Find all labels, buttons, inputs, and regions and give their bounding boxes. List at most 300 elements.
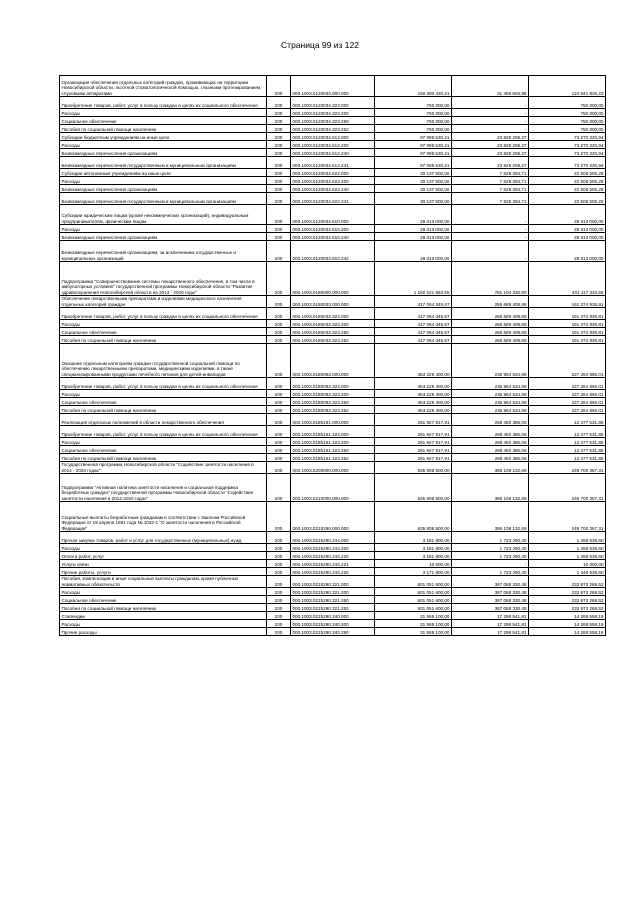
row-remaining-amount-cell: 161 374 935,81 (529, 320, 606, 328)
row-executed-amount-cell: 255 689 409,86 (452, 336, 529, 344)
row-executed-amount-cell: - (452, 241, 529, 262)
row-remaining-amount-cell: 1 458 539,60 (529, 552, 606, 560)
row-name-cell: Оплата работ, услуг (60, 552, 267, 560)
row-code-cell: 000.1003.0215290.321.000 (291, 576, 375, 588)
row-remaining-amount-cell: 1 458 539,60 (529, 532, 606, 544)
row-code-cell: 000.1003.0180033.323.260 (291, 328, 375, 336)
row-group-cell: 200 (267, 398, 291, 406)
row-approved-amount-cell: 463 229 400,00 (375, 398, 452, 406)
row-group-cell: 200 (267, 568, 291, 576)
row-code-cell: 000.1003.0215290.321.260 (291, 596, 375, 604)
row-remaining-amount-cell: 12 477 531,86 (529, 414, 606, 426)
row-executed-amount-cell: 17 296 541,81 (452, 620, 529, 628)
row-group-cell: 200 (267, 320, 291, 328)
row-code-cell: 000.1003.0215290.244.000 (291, 532, 375, 544)
row-executed-amount-cell: 367 088 330,48 (452, 588, 529, 596)
table-row (60, 604, 606, 612)
row-executed-amount-cell: 269 450 386,05 (452, 426, 529, 438)
table-row (60, 125, 606, 133)
table-row (60, 133, 606, 141)
row-name-cell: Безвозмездные перечисления организациям (60, 185, 267, 193)
row-name-cell: Пособия по социальной помощи населению (60, 406, 267, 414)
row-approved-amount-cell: 463 229 400,00 (375, 344, 452, 378)
row-name-cell: Подпрограмма "Активная политика занятости населения и социальная поддержка безработных граждан" государственной программы Новосибирской области "Содействие занятости населения в 2014-2020 годах" (60, 474, 267, 502)
row-code-cell: 000.1003.0120034.622.241 (291, 193, 375, 205)
row-name-cell: Оказание отдельным категориям граждан государственной социальной помощи по обеспечению лекарственными препаратами, медицинскими изделиями, в также специализированными продуктами лечебного питания для детей-инвалидов (60, 344, 267, 378)
table-row (60, 454, 606, 462)
row-executed-amount-cell: 23 829 209,27 (452, 149, 529, 157)
row-code-cell: 000.1003.0120034.810.240 (291, 233, 375, 241)
table-row (60, 109, 606, 117)
row-remaining-amount-cell: 12 477 531,86 (529, 438, 606, 446)
row-approved-amount-cell: 463 229 400,00 (375, 378, 452, 390)
row-executed-amount-cell: 17 296 541,81 (452, 628, 529, 636)
row-approved-amount-cell: 417 064 345,67 (375, 328, 452, 336)
table-row (60, 233, 606, 241)
row-remaining-amount-cell: 28 313 000,00 (529, 241, 606, 262)
row-name-cell: Социальные выплаты безработным гражданам в соответствии с Законом Российской Федерации от 19 апреля 1991 года № 1032-1 "О занятости населения в Российской Федерации" (60, 502, 267, 532)
row-group-cell: 200 (267, 193, 291, 205)
row-name-cell: Организация обеспечения отдельных категорий граждан, проживающих на территории Новосибирской области, льготной стоматологической помощью, глазными протезированием, слуховыми аппаратами (60, 76, 267, 97)
row-code-cell: 000.1003.0180033.323.000 (291, 308, 375, 320)
row-name-cell: Расходы (60, 438, 267, 446)
row-group-cell: 200 (267, 544, 291, 552)
row-name-cell: Обеспечение лекарственными препаратами и изделиями медицинского назначения отдельных категорий граждан (60, 296, 267, 308)
row-remaining-amount-cell: 249 700 367,31 (529, 474, 606, 502)
row-group-cell: 200 (267, 225, 291, 233)
row-group-cell: 200 (267, 454, 291, 462)
row-approved-amount-cell: 3 181 800,00 (375, 532, 452, 544)
row-name-cell: Безвозмездные перечисления организациям, за исключением государственных и муниципальных организаций (60, 241, 267, 262)
row-group-cell: 200 (267, 177, 291, 185)
row-executed-amount-cell: 7 629 394,71 (452, 185, 529, 193)
row-group-cell: 200 (267, 97, 291, 109)
row-approved-amount-cell: 601 051 600,00 (375, 596, 452, 604)
row-remaining-amount-cell: 14 268 558,19 (529, 612, 606, 620)
row-group-cell: 200 (267, 378, 291, 390)
row-remaining-amount-cell: 161 374 935,81 (529, 328, 606, 336)
row-code-cell: 000.1003.0180000.000.000 (291, 262, 375, 296)
table-row (60, 336, 606, 344)
row-name-cell: Пособия по социальной помощи населению (60, 454, 267, 462)
row-remaining-amount-cell: 227 264 865,01 (529, 398, 606, 406)
row-group-cell: 200 (267, 426, 291, 438)
row-approved-amount-cell: 97 099 530,21 (375, 141, 452, 149)
table-row (60, 141, 606, 149)
table-row (60, 241, 606, 262)
row-remaining-amount-cell: 28 313 000,00 (529, 233, 606, 241)
table-row (60, 97, 606, 109)
row-name-cell: Прочая закупка товаров, работ и услуг для государственных (муниципальных) нужд (60, 532, 267, 544)
table-row (60, 262, 606, 296)
row-code-cell: 000.1003.0180033.000.000 (291, 296, 375, 308)
row-remaining-amount-cell: 233 973 269,52 (529, 596, 606, 604)
table-row (60, 76, 606, 97)
row-name-cell: Подпрограмма "Совершенствование системы лекарственного обеспечения, в том числе в амбулаторных условиях" государственной программы Новосибирской области "Развитие здравоохранения Новосибирской области на 2013 - 2020 годы" (60, 262, 267, 296)
row-executed-amount-cell: 367 088 330,48 (452, 576, 529, 588)
row-group-cell: 200 (267, 502, 291, 532)
row-executed-amount-cell: 1 723 260,40 (452, 568, 529, 576)
row-code-cell: 000.1003.0185161.323.262 (291, 454, 375, 462)
table-row (60, 620, 606, 628)
row-approved-amount-cell: 417 064 345,67 (375, 320, 452, 328)
row-executed-amount-cell: 367 088 330,48 (452, 604, 529, 612)
row-group-cell: 200 (267, 141, 291, 149)
row-executed-amount-cell: 386 108 132,69 (452, 462, 529, 474)
table-row (60, 612, 606, 620)
row-remaining-amount-cell: 73 270 320,94 (529, 157, 606, 169)
row-approved-amount-cell: 28 313 000,00 (375, 233, 452, 241)
row-group-cell: 200 (267, 620, 291, 628)
table-row (60, 474, 606, 502)
row-remaining-amount-cell: 161 374 935,81 (529, 336, 606, 344)
row-code-cell: 000.1003.0120034.622.000 (291, 169, 375, 177)
row-approved-amount-cell: 417 064 345,67 (375, 336, 452, 344)
row-approved-amount-cell: 750 000,00 (375, 117, 452, 125)
row-executed-amount-cell: 235 964 534,99 (452, 378, 529, 390)
row-group-cell: 200 (267, 462, 291, 474)
row-remaining-amount-cell: 227 264 865,01 (529, 390, 606, 398)
row-name-cell: Пособия по социальной помощи населению (60, 125, 267, 133)
row-executed-amount-cell: 1 723 260,40 (452, 544, 529, 552)
row-executed-amount-cell: 31 458 603,98 (452, 76, 529, 97)
row-code-cell: 000.1003.0210000.000.000 (291, 474, 375, 502)
row-code-cell: 000.1003.0180093.000.000 (291, 344, 375, 378)
row-approved-amount-cell: 28 313 000,00 (375, 225, 452, 233)
row-name-cell: Приобретение товаров, работ, услуг в пользу граждан в целях их социального обеспечения (60, 97, 267, 109)
row-group-cell: 200 (267, 308, 291, 320)
row-code-cell: 000.1003.0215290.000.000 (291, 502, 375, 532)
row-code-cell: 000.1003.0215290.340.000 (291, 612, 375, 620)
row-approved-amount-cell: 31 565 100,00 (375, 612, 452, 620)
row-group-cell: 200 (267, 446, 291, 454)
row-code-cell: 000.1003.0120034.323.200 (291, 109, 375, 117)
row-name-cell: Социальное обеспечение (60, 328, 267, 336)
row-executed-amount-cell: 386 108 132,69 (452, 502, 529, 532)
row-remaining-amount-cell: 73 270 320,94 (529, 149, 606, 157)
row-name-cell: Социальное обеспечение (60, 117, 267, 125)
row-name-cell: Безвозмездные перечисления организациям (60, 149, 267, 157)
table-row (60, 225, 606, 233)
row-executed-amount-cell: 1 723 260,40 (452, 552, 529, 560)
row-executed-amount-cell: 17 296 541,81 (452, 612, 529, 620)
row-executed-amount-cell: 7 629 394,71 (452, 169, 529, 177)
row-executed-amount-cell: - (452, 233, 529, 241)
row-executed-amount-cell: 269 450 386,05 (452, 438, 529, 446)
row-remaining-amount-cell: 1 458 539,60 (529, 544, 606, 552)
row-remaining-amount-cell: 401 117 332,68 (529, 262, 606, 296)
row-approved-amount-cell: 3 171 800,00 (375, 568, 452, 576)
row-group-cell: 200 (267, 438, 291, 446)
row-executed-amount-cell: - (452, 109, 529, 117)
table-row (60, 406, 606, 414)
row-remaining-amount-cell: 249 700 367,31 (529, 462, 606, 474)
row-code-cell: 000.1003.0185161.323.200 (291, 438, 375, 446)
table-row (60, 205, 606, 225)
row-code-cell: 000.1003.0120034.810.200 (291, 225, 375, 233)
row-executed-amount-cell: - (452, 560, 529, 568)
row-remaining-amount-cell: 124 841 826,23 (529, 76, 606, 97)
table-row (60, 320, 606, 328)
row-code-cell: 000.1003.0120034.810.242 (291, 241, 375, 262)
row-name-cell: Реализация отдельных полномочий в области лекарственного обеспечения (60, 414, 267, 426)
row-remaining-amount-cell: 12 477 531,86 (529, 446, 606, 454)
row-approved-amount-cell: 281 927 917,91 (375, 438, 452, 446)
row-executed-amount-cell: 235 964 534,99 (452, 344, 529, 378)
row-code-cell: 000.1003.0120034.810.000 (291, 205, 375, 225)
row-approved-amount-cell: 750 000,00 (375, 125, 452, 133)
table-row (60, 596, 606, 604)
table-row (60, 532, 606, 544)
row-approved-amount-cell: 97 099 530,21 (375, 157, 452, 169)
row-group-cell: 200 (267, 576, 291, 588)
row-remaining-amount-cell: 14 268 558,19 (529, 628, 606, 636)
table-row (60, 193, 606, 205)
table-row (60, 462, 606, 474)
row-executed-amount-cell: 7 629 394,71 (452, 177, 529, 185)
row-name-cell: Расходы (60, 109, 267, 117)
row-approved-amount-cell: 31 565 100,00 (375, 620, 452, 628)
budget-execution-table (59, 75, 606, 636)
row-approved-amount-cell: 281 927 917,91 (375, 446, 452, 454)
table-row (60, 446, 606, 454)
row-group-cell: 200 (267, 328, 291, 336)
row-name-cell: Прочие расходы (60, 628, 267, 636)
row-code-cell: 000.1003.0185161.323.260 (291, 446, 375, 454)
row-group-cell: 200 (267, 241, 291, 262)
row-approved-amount-cell: 463 229 400,00 (375, 390, 452, 398)
table-row (60, 157, 606, 169)
row-approved-amount-cell: 601 051 600,00 (375, 576, 452, 588)
row-remaining-amount-cell: 28 313 000,00 (529, 225, 606, 233)
row-name-cell: Субсидии бюджетным учреждениям на иные цели (60, 133, 267, 141)
table-row (60, 552, 606, 560)
row-name-cell: Безвозмездные перечисления государственным и муниципальным организациям (60, 157, 267, 169)
row-name-cell: Расходы (60, 177, 267, 185)
row-approved-amount-cell: 281 927 917,91 (375, 426, 452, 438)
row-code-cell: 000.1003.0120034.622.240 (291, 185, 375, 193)
row-remaining-amount-cell: 750 000,00 (529, 97, 606, 109)
row-remaining-amount-cell: 12 477 531,86 (529, 454, 606, 462)
row-remaining-amount-cell: 73 270 320,94 (529, 133, 606, 141)
row-group-cell: 200 (267, 109, 291, 117)
row-name-cell: Приобретение товаров, работ, услуг в пользу граждан в целях их социального обеспечения (60, 308, 267, 320)
row-name-cell: Прочие работы, услуги (60, 568, 267, 576)
row-approved-amount-cell: 635 808 500,00 (375, 462, 452, 474)
row-code-cell: 000.1003.0215290.244.220 (291, 552, 375, 560)
row-approved-amount-cell: 156 300 430,21 (375, 76, 452, 97)
row-executed-amount-cell: 269 450 386,05 (452, 454, 529, 462)
row-group-cell: 200 (267, 205, 291, 225)
row-approved-amount-cell: 750 000,00 (375, 97, 452, 109)
row-name-cell: Безвозмездные перечисления организациям (60, 233, 267, 241)
row-approved-amount-cell: 750 000,00 (375, 109, 452, 117)
row-name-cell: Расходы (60, 141, 267, 149)
row-code-cell: 000.1003.0215290.244.221 (291, 560, 375, 568)
row-group-cell: 200 (267, 596, 291, 604)
row-remaining-amount-cell: 233 973 269,52 (529, 588, 606, 596)
row-executed-amount-cell: - (452, 125, 529, 133)
row-remaining-amount-cell: 14 268 558,19 (529, 620, 606, 628)
row-executed-amount-cell: 23 829 209,27 (452, 133, 529, 141)
row-group-cell: 200 (267, 76, 291, 97)
row-name-cell: Расходы (60, 320, 267, 328)
row-group-cell: 200 (267, 612, 291, 620)
row-group-cell: 200 (267, 117, 291, 125)
table-row (60, 426, 606, 438)
table-row (60, 328, 606, 336)
row-group-cell: 200 (267, 157, 291, 169)
row-name-cell: Услуги связи (60, 560, 267, 568)
row-approved-amount-cell: 1 182 221 663,58 (375, 262, 452, 296)
row-remaining-amount-cell: 22 508 505,29 (529, 177, 606, 185)
row-approved-amount-cell: 10 000,00 (375, 560, 452, 568)
row-remaining-amount-cell: 28 313 000,00 (529, 205, 606, 225)
row-code-cell: 000.1003.0180093.323.000 (291, 378, 375, 390)
row-group-cell: 200 (267, 604, 291, 612)
row-executed-amount-cell: 255 689 409,86 (452, 296, 529, 308)
row-group-cell: 200 (267, 296, 291, 308)
row-approved-amount-cell: 97 099 530,21 (375, 149, 452, 157)
row-remaining-amount-cell: 161 374 935,81 (529, 296, 606, 308)
row-name-cell: Пособия по социальной помощи населению (60, 604, 267, 612)
row-name-cell: Субсидии автономным учреждениям на иные цели (60, 169, 267, 177)
row-group-cell: 200 (267, 414, 291, 426)
row-remaining-amount-cell: 12 477 531,86 (529, 426, 606, 438)
table-row (60, 169, 606, 177)
row-executed-amount-cell: 269 450 386,05 (452, 414, 529, 426)
row-executed-amount-cell: 255 689 409,86 (452, 328, 529, 336)
row-name-cell: Приобретение товаров, работ, услуг в пользу граждан в целях их социального обеспечения (60, 426, 267, 438)
row-name-cell: Пособия, компенсации и иные социальные выплаты гражданам, кроме публичных нормативных обязательств (60, 576, 267, 588)
row-code-cell: 000.1003.0185161.000.000 (291, 414, 375, 426)
table-row (60, 576, 606, 588)
row-name-cell: Социальное обеспечение (60, 398, 267, 406)
row-executed-amount-cell: 7 629 394,71 (452, 193, 529, 205)
row-approved-amount-cell: 601 051 600,00 (375, 588, 452, 596)
row-approved-amount-cell: 97 099 530,21 (375, 133, 452, 141)
row-group-cell: 200 (267, 185, 291, 193)
row-approved-amount-cell: 30 137 900,00 (375, 177, 452, 185)
row-approved-amount-cell: 417 064 345,67 (375, 308, 452, 320)
table-row (60, 544, 606, 552)
row-remaining-amount-cell: 73 270 320,94 (529, 141, 606, 149)
row-executed-amount-cell: - (452, 117, 529, 125)
table-row (60, 185, 606, 193)
row-group-cell: 200 (267, 474, 291, 502)
row-executed-amount-cell: 235 964 534,99 (452, 406, 529, 414)
row-code-cell: 000.1003.0180033.323.200 (291, 320, 375, 328)
row-executed-amount-cell: 1 723 260,40 (452, 532, 529, 544)
row-name-cell: Пособия по социальной помощи населению (60, 336, 267, 344)
table-row (60, 414, 606, 426)
row-group-cell: 200 (267, 133, 291, 141)
row-approved-amount-cell: 281 927 917,91 (375, 454, 452, 462)
row-approved-amount-cell: 30 137 900,00 (375, 169, 452, 177)
row-group-cell: 200 (267, 262, 291, 296)
row-name-cell: Стипендии (60, 612, 267, 620)
table-row (60, 344, 606, 378)
row-group-cell: 200 (267, 344, 291, 378)
table-row (60, 588, 606, 596)
table-row (60, 378, 606, 390)
row-approved-amount-cell: 281 927 917,91 (375, 414, 452, 426)
row-executed-amount-cell: - (452, 225, 529, 233)
row-code-cell: 000.1003.0215290.244.200 (291, 544, 375, 552)
row-code-cell: 000.1003.0215290.244.226 (291, 568, 375, 576)
table-row (60, 438, 606, 446)
row-remaining-amount-cell: 22 508 505,29 (529, 193, 606, 205)
row-approved-amount-cell: 3 181 800,00 (375, 544, 452, 552)
row-remaining-amount-cell: 161 374 935,81 (529, 308, 606, 320)
row-name-cell: Государственная программа Новосибирской области "Содействие занятости населения в 2014 - 2020 годах" (60, 462, 267, 474)
row-remaining-amount-cell: 22 508 505,29 (529, 169, 606, 177)
row-remaining-amount-cell: 750 000,00 (529, 117, 606, 125)
row-approved-amount-cell: 28 313 000,00 (375, 241, 452, 262)
row-remaining-amount-cell: 750 000,00 (529, 109, 606, 117)
row-executed-amount-cell: 235 964 534,99 (452, 390, 529, 398)
table-row (60, 398, 606, 406)
row-executed-amount-cell: 23 829 209,27 (452, 157, 529, 169)
row-code-cell: 000.1003.0120034.323.262 (291, 125, 375, 133)
row-code-cell: 000.1003.0120034.612.000 (291, 133, 375, 141)
row-group-cell: 200 (267, 336, 291, 344)
row-group-cell: 200 (267, 588, 291, 596)
row-executed-amount-cell: 781 104 330,90 (452, 262, 529, 296)
row-group-cell: 200 (267, 125, 291, 133)
row-approved-amount-cell: 601 051 600,00 (375, 604, 452, 612)
row-name-cell: Расходы (60, 620, 267, 628)
row-remaining-amount-cell: 227 264 865,01 (529, 406, 606, 414)
row-name-cell: Расходы (60, 225, 267, 233)
row-code-cell: 000.1003.0180093.323.260 (291, 398, 375, 406)
row-remaining-amount-cell: 1 448 539,60 (529, 568, 606, 576)
row-code-cell: 000.1003.0215290.340.290 (291, 628, 375, 636)
row-code-cell: 000.1003.0215290.321.262 (291, 604, 375, 612)
row-remaining-amount-cell: 227 264 865,01 (529, 344, 606, 378)
row-executed-amount-cell: - (452, 97, 529, 109)
row-approved-amount-cell: 3 181 800,00 (375, 552, 452, 560)
row-group-cell: 200 (267, 149, 291, 157)
row-code-cell: 000.1003.0215290.321.200 (291, 588, 375, 596)
row-approved-amount-cell: 30 137 900,00 (375, 185, 452, 193)
row-code-cell: 000.1003.0120034.612.200 (291, 141, 375, 149)
row-name-cell: Социальное обеспечение (60, 596, 267, 604)
row-name-cell: Расходы (60, 588, 267, 596)
row-executed-amount-cell: 367 088 330,48 (452, 596, 529, 604)
row-code-cell: 000.1003.0120034.323.260 (291, 117, 375, 125)
row-code-cell: 000.1003.0200000.000.000 (291, 462, 375, 474)
row-approved-amount-cell: 635 808 500,00 (375, 502, 452, 532)
row-name-cell: Расходы (60, 390, 267, 398)
row-approved-amount-cell: 30 137 900,00 (375, 193, 452, 205)
table-row (60, 149, 606, 157)
row-remaining-amount-cell: 233 973 269,52 (529, 604, 606, 612)
table-row (60, 502, 606, 532)
row-code-cell: 000.1003.0120034.622.200 (291, 177, 375, 185)
row-remaining-amount-cell: 249 700 367,31 (529, 502, 606, 532)
row-executed-amount-cell: 255 689 409,86 (452, 320, 529, 328)
row-name-cell: Безвозмездные перечисления государственным и муниципальным организациям (60, 193, 267, 205)
row-executed-amount-cell: 235 964 534,99 (452, 398, 529, 406)
row-executed-amount-cell: 269 450 386,05 (452, 446, 529, 454)
row-code-cell: 000.1003.0180093.323.200 (291, 390, 375, 398)
row-group-cell: 200 (267, 560, 291, 568)
row-group-cell: 200 (267, 532, 291, 544)
row-group-cell: 200 (267, 233, 291, 241)
table-row (60, 560, 606, 568)
row-code-cell: 000.1003.0215290.340.200 (291, 620, 375, 628)
